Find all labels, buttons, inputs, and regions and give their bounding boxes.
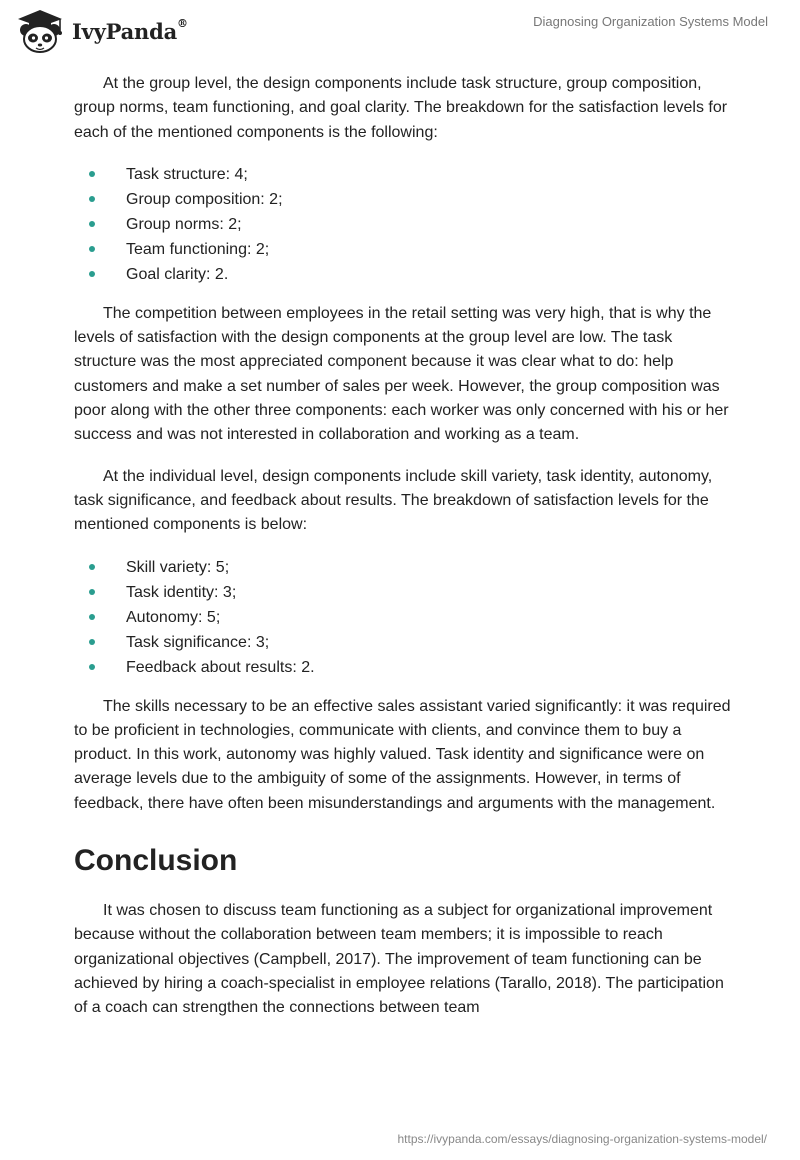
source-url[interactable]: https://ivypanda.com/essays/diagnosing-organization-systems-model/ xyxy=(397,1132,767,1146)
list-item: Team functioning: 2; xyxy=(74,237,734,262)
document-title: Diagnosing Organization Systems Model xyxy=(533,14,768,29)
logo-wordmark: IvyPanda® xyxy=(72,16,188,44)
paragraph: The skills necessary to be an effective sales assistant varied significantly: it was required to be proficient in technologies, communicate with clients, and convince them to buy a product. In this work, autonomy was highly valued. Task identity and significance were on average levels due to the ambiguity of some of the assignments. However, in terms of feedback, there have often been misunderstandings and arguments with the management. xyxy=(74,697,731,812)
list-item: Feedback about results: 2. xyxy=(74,655,734,680)
paragraph: At the group level, the design components include task structure, group composition, group norms, team functioning, and goal clarity. The breakdown for the satisfaction levels for each of the mentioned components is the following: xyxy=(74,75,728,141)
paragraph: At the individual level, design components include skill variety, task identity, autonomy, task significance, and feedback about results. The breakdown of satisfaction levels for the mentioned components is below: xyxy=(74,467,713,534)
paragraph: It was chosen to discuss team functioning as a subject for organizational improvement because without the collaboration between team members; it is impossible to reach organizational objectives (Campbell, 2017). The improvement of team functioning can be achieved by hiring a coach-specialist in employee relations (Tarallo, 2018). The participation of a coach can strengthen the connections between team xyxy=(74,902,724,1017)
group-level-list xyxy=(74,162,734,287)
essay-body xyxy=(74,72,734,1038)
list-item: Task significance: 3; xyxy=(74,630,734,655)
page-header xyxy=(0,0,800,60)
panda-graduate-icon xyxy=(14,8,66,54)
list-item: Task structure: 4; xyxy=(74,162,734,187)
list-item: Goal clarity: 2. xyxy=(74,262,734,287)
list-item: Group composition: 2; xyxy=(74,187,734,212)
list-item: Skill variety: 5; xyxy=(74,555,734,580)
list-item: Task identity: 3; xyxy=(74,580,734,605)
ivypanda-logo[interactable] xyxy=(14,8,188,54)
paragraph: The competition between employees in the retail setting was very high, that is why the levels of satisfaction with the design components at the group level are low. The task structure was the most appreciated component because it was clear what to do: help customers and make a set number of sales per week. However, the group composition was poor along with the other three components: each worker was only concerned with his or her success and was not interested in collaboration and working as a team. xyxy=(74,304,729,444)
list-item: Autonomy: 5; xyxy=(74,605,734,630)
section-heading-conclusion: Conclusion xyxy=(74,844,238,878)
individual-level-list xyxy=(74,555,734,680)
list-item: Group norms: 2; xyxy=(74,212,734,237)
